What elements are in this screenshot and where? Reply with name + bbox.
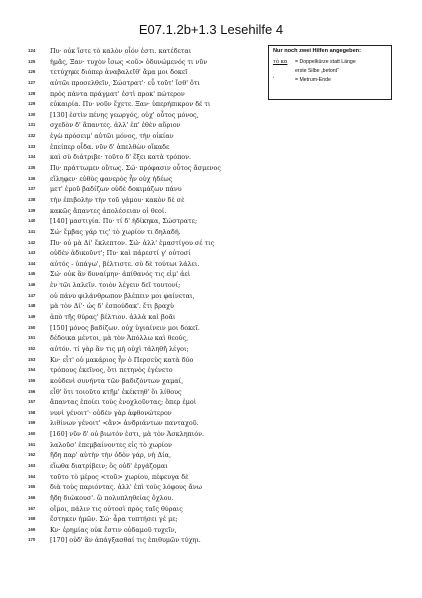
line-number: 129 xyxy=(28,101,36,107)
line-number: 153 xyxy=(28,356,36,362)
line-text: ἅπαντας ἐποίει τοὺς ἐνοχλοῦντας; ὅπερ ἐμοὶ xyxy=(50,398,197,407)
text-line xyxy=(28,376,268,387)
line-number: 147 xyxy=(28,292,36,298)
line-text: Πυ· πράττωμεν οὕτως. Σώ· πρόφασιν οὗτος ἄσμενος xyxy=(50,164,221,173)
text-line xyxy=(28,142,268,153)
line-number: 141 xyxy=(28,228,36,234)
line-text: Πυ· οὐ μὰ Δί' ἔκλεπτον. Σώ· ἀλλ' ἐμαστίγου σέ τις xyxy=(50,238,215,247)
line-text: Πυ· οὐκ ἴστε τὸ καλὸν οἷόν ἐστι. κατέδεται xyxy=(50,47,192,55)
line-number: 146 xyxy=(28,282,36,288)
line-number: 128 xyxy=(28,90,36,96)
text-line xyxy=(28,535,268,546)
line-number: 126 xyxy=(28,69,36,75)
line-text: κοὐδενὶ συνήντα τῶν βαδιζόντων χαμαί, xyxy=(50,376,184,385)
legend-value: erste Silbe „betont“ xyxy=(295,68,339,74)
text-line xyxy=(28,89,268,100)
line-text: ἤδη παρ' αὐτὴν τὴν ὁδὸν γάρ, νὴ Δία, xyxy=(50,451,171,460)
text-line xyxy=(28,120,268,131)
text-line xyxy=(28,504,268,515)
line-number: 133 xyxy=(28,143,36,149)
text-line xyxy=(28,450,268,461)
legend-row xyxy=(273,67,387,76)
line-text: μὰ τὸν Δί'· ὡς δ' ἐσπούδακ'. ἔτι βραχὺ xyxy=(50,302,174,311)
text-line xyxy=(28,238,268,249)
line-text: Κν· ἐρημίας οὐκ ἔστιν οὐδαμοῦ τυχεῖν, xyxy=(50,525,177,534)
legend-row xyxy=(273,76,387,85)
line-number: 152 xyxy=(28,345,36,351)
text-line xyxy=(28,333,268,344)
line-number: 162 xyxy=(28,452,36,458)
text-line xyxy=(28,397,268,408)
legend-value: = Doppelkürze statt Länge xyxy=(295,59,356,65)
line-number: 125 xyxy=(28,58,36,64)
line-number: 156 xyxy=(28,388,36,394)
line-number: 168 xyxy=(28,516,36,522)
line-number: 154 xyxy=(28,367,36,373)
text-line xyxy=(28,312,268,323)
line-text: ἐγὼ πρόσειμ' αὐτῶι μόνος, τὴν οἰκίαν xyxy=(50,132,174,141)
line-text: δέδοικα μέντοι, μὰ τὸν Ἀπόλλω καὶ θεούς, xyxy=(50,334,189,343)
line-number: 161 xyxy=(28,441,36,447)
text-line xyxy=(28,472,268,483)
text-line xyxy=(28,163,268,174)
text-line xyxy=(28,174,268,185)
line-number: 149 xyxy=(28,314,36,320)
text-line xyxy=(28,418,268,429)
line-text: εἶθ' ὅτι τοιοῦτο κτῆμ' ἐκέκτηθ' ὅι λίθους xyxy=(50,387,182,396)
text-line xyxy=(28,344,268,355)
text-line xyxy=(28,387,268,398)
legend-value: = Metrum-Ende xyxy=(295,77,331,83)
line-number: 134 xyxy=(28,154,36,160)
line-text: λιθίνων γένοιτ' <ἂν> ἀνδριάντων πανταχοῦ. xyxy=(50,419,199,428)
legend-row xyxy=(273,58,387,67)
line-number: 132 xyxy=(28,133,36,139)
line-text: αὐτόν. τί γὰρ ἂν τις μὴ οὐχὶ τἀληθῆ λέγοι; xyxy=(50,344,189,353)
legend-key xyxy=(273,67,295,76)
line-text: μετ' ἐμοῦ βαδίζων οὐδὲ δοκιμάζων πάνυ xyxy=(50,185,182,194)
text-line xyxy=(28,429,268,440)
text-line xyxy=(28,57,268,68)
line-text: [140] μαστιγία. Πυ· τί δ' ἠδίκηκα, Σώστρατε; xyxy=(50,217,198,226)
line-number: 157 xyxy=(28,399,36,405)
text-line xyxy=(28,206,268,217)
line-text: ἕστηκεν ἡμῶν. Σώ· ἆρα τυπτήσει γέ με; xyxy=(50,515,178,524)
line-number: 160 xyxy=(28,431,36,437)
line-number: 155 xyxy=(28,377,36,383)
line-number: 127 xyxy=(28,79,36,85)
line-text: τετύχηκε διόπερ ἀναβαλεῖθ' ἅμα μοι δοκεῖ xyxy=(50,68,188,77)
text-line xyxy=(28,216,268,227)
text-line xyxy=(28,461,268,472)
text-line xyxy=(28,152,268,163)
line-number: 166 xyxy=(28,494,36,500)
line-text: λαλοῦσ' ἐπεμβαίνοντες εἰς τὸ χωρίον xyxy=(50,440,172,449)
line-text: διὰ τοὺς παριόντας. ἀλλ' ἐπὶ τοὺς λόφους ἄνω xyxy=(50,483,202,492)
line-text: οἴμοι, πάλιν τις οὑτοσὶ πρὸς ταῖς θύραις xyxy=(50,504,183,513)
legend-heading: Nur noch zwei Hilfen angegeben: xyxy=(273,48,361,54)
line-number: 143 xyxy=(28,250,36,256)
line-number: 124 xyxy=(28,48,36,53)
line-text: ἤδη διώκουσ'. ὢ πολυπληθείας ὄχλου. xyxy=(50,493,174,502)
line-number: 164 xyxy=(28,473,36,479)
text-line xyxy=(28,46,268,57)
line-text: κακῶς ἅπαντες ἀπολέσειαν οἱ θεοί. xyxy=(50,206,167,215)
line-number: 138 xyxy=(28,196,36,202)
text-line xyxy=(28,131,268,142)
line-text: εἴληφεν· εὐθὺς φανερὸς ἦν οὐχ ἡδέως xyxy=(50,174,173,183)
text-line xyxy=(28,67,268,78)
text-line xyxy=(28,259,268,270)
line-text: ἐπείπερ οἶδα. νῦν δ' ἀπελθὼν οἴκαδε xyxy=(50,142,170,151)
line-number: 145 xyxy=(28,271,36,277)
line-number: 144 xyxy=(28,260,36,266)
line-text: ἐν τῶι λαλεῖν. τοιὸν λέγειν δεῖ τουτονί; xyxy=(50,281,181,290)
text-line xyxy=(28,365,268,376)
line-text: Σώ· οὐκ ἂν δυναίμην· ἀπίθανός τις εἰμ' ἀεὶ xyxy=(50,270,191,279)
line-number: 159 xyxy=(28,420,36,426)
line-text: εἴωθα διατρίβειν; ὃς οὐδ' ἐργάζομαι xyxy=(50,461,168,470)
line-text: [170] οὐδ' ἂν ἀπάγξασθαί τις ἐπιθυμῶν τύχηι. xyxy=(50,536,201,545)
text-line xyxy=(28,493,268,504)
line-text: τρόπους ἐκεῖνος, ὅτι πετηνὸς ἐγένετο xyxy=(50,366,173,375)
line-text: τοῦτο τὸ μέρος <τοῦ> χωρίου, πέφευγα δὲ xyxy=(50,472,189,481)
line-text: [130] ἐστὶν πένης γεωργός, οὐχ' οὗτος μόνος, xyxy=(50,110,199,119)
line-text: ἀπὸ τῆς θύρας' βέλτιον. ἀλλὰ καὶ βοᾶι xyxy=(50,313,176,322)
text-line xyxy=(28,110,268,121)
text-line xyxy=(28,355,268,366)
text-line xyxy=(28,248,268,259)
line-text: εὐκαιρία. Πυ· νοῦν ἔχετε. Ξαν· ὑπερήπικρον δέ τι xyxy=(50,100,211,109)
text-line xyxy=(28,440,268,451)
text-line xyxy=(28,227,268,238)
line-number: 130 xyxy=(28,111,36,117)
line-number: 150 xyxy=(28,324,36,330)
legend-key: ʹ xyxy=(273,77,275,83)
line-number: 142 xyxy=(28,239,36,245)
line-number: 169 xyxy=(28,526,36,532)
line-number: 148 xyxy=(28,303,36,309)
text-line xyxy=(28,99,268,110)
line-text: πρὸς πάντα πράγματ' ἐστὶ προκ' πώτερον xyxy=(50,89,185,98)
legend-box xyxy=(268,45,392,100)
text-line xyxy=(28,78,268,89)
line-number: 167 xyxy=(28,505,36,511)
line-text: [160] νῦν δ' οὐ βιωτόν ἐστι, μὰ τὸν Ἀσκληπιόν. xyxy=(50,430,205,439)
text-line xyxy=(28,291,268,302)
line-number: 139 xyxy=(28,207,36,213)
line-text: οὐδὲν ἀδικοῦντ'; Πυ· καὶ πάρεστί γ' οὑτοσί xyxy=(50,249,191,258)
text-line xyxy=(28,301,268,312)
line-number: 135 xyxy=(28,165,36,171)
text-line xyxy=(28,195,268,206)
line-text: αὐτός - ὑπάγω', βέλτιστε. σὺ δὲ τούτωι λάλει. xyxy=(50,259,200,268)
line-text: τὴν ἐπιβολὴν τὴν τοῦ γάμου· κακὸν δὲ σὲ xyxy=(50,195,185,204)
line-number: 140 xyxy=(28,218,36,224)
line-text: ἡμᾶς, Ξαν· τυχὸν ἴσως <οὔ> ὀδυνώμενός τι νῦν xyxy=(50,57,208,66)
text-line xyxy=(28,269,268,280)
line-text: οὐ πάνυ φιλάνθρωπον βλέπειν μοι φαίνεται, xyxy=(50,291,195,300)
line-number: 165 xyxy=(28,484,36,490)
text-line xyxy=(28,184,268,195)
text-line xyxy=(28,482,268,493)
text-line xyxy=(28,514,268,525)
line-text: νυνὶ γένοιτ'· οὐδὲν γὰρ ἀφθονώτερον xyxy=(50,408,172,417)
line-text: αὐτῶι προσελθεῖν, Σώστρατ'· εὖ τοῦτ' ἴσθ' ὅτι xyxy=(50,78,200,87)
page-title: E07.1.2b+1.3 Lesehilfe 4 xyxy=(138,22,284,37)
line-text: Σώ· ἔμβας γάρ τις' τὸ χωρίον τι δηλαδή. xyxy=(50,227,181,236)
line-number: 136 xyxy=(28,175,36,181)
line-number: 170 xyxy=(28,537,36,543)
line-text: σχεδὸν δ' ἅπαντες. ἀλλ' ἐπ' ἐθὲν αὔριον xyxy=(50,121,181,130)
text-line xyxy=(28,525,268,536)
text-line xyxy=(28,280,268,291)
text-line xyxy=(28,323,268,334)
line-number: 151 xyxy=(28,335,36,341)
line-text: [150] μόνος βαδίζων. οὐχ ὑγιαίνειν μοι δοκεῖ. xyxy=(50,323,200,332)
text-line xyxy=(28,408,268,419)
line-text: Κν· εἶτ' οὐ μακάριος ἦν ὁ Περσεὺς κατὰ δύο xyxy=(50,355,194,364)
line-number: 137 xyxy=(28,186,36,192)
legend-key: τὸ κα xyxy=(273,59,288,65)
line-number: 131 xyxy=(28,122,36,128)
line-number: 163 xyxy=(28,462,36,468)
line-text: καὶ σὺ διάτριβε· τοῦτο δ' ἕξει κατὰ τρόπον. xyxy=(50,153,192,162)
text-lines xyxy=(28,46,268,546)
line-number: 158 xyxy=(28,409,36,415)
